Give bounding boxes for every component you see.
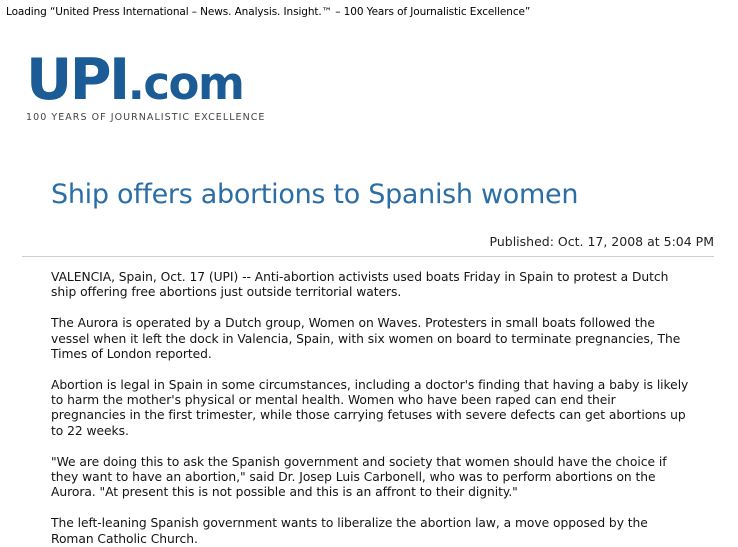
upi-logo[interactable]	[26, 47, 276, 123]
article-paragraph: The left-leaning Spanish government wants to liberalize the abortion law, a move opposed by the Roman Catholic Church.	[51, 516, 648, 546]
article-paragraph: VALENCIA, Spain, Oct. 17 (UPI) -- Anti-abortion activists used boats Friday in Spain to protest a Dutch ship offering free abortions just outside territorial waters.	[51, 270, 669, 300]
logo-wordmark	[26, 47, 276, 113]
logo-tagline: 100 YEARS OF JOURNALISTIC EXCELLENCE	[26, 112, 266, 123]
article-published-date: Published: Oct. 17, 2008 at 5:04 PM	[22, 234, 714, 257]
logo-brand-text: UPI	[26, 47, 128, 113]
article-body	[51, 270, 691, 547]
browser-status-bar: Loading “United Press International – News. Analysis. Insight.™ – 100 Years of Journalistic Excellence”	[6, 6, 531, 18]
article-headline: Ship offers abortions to Spanish women	[51, 179, 579, 210]
article-paragraph: Abortion is legal in Spain in some circumstances, including a doctor's finding that having a baby is likely to harm the mother's physical or mental health. Women who have been raped can end their pregnancies in the first trimester, while those carrying fetuses with severe defects can get abortions up to 22 weeks.	[51, 378, 689, 438]
article-paragraph: The Aurora is operated by a Dutch group, Women on Waves. Protesters in small boats followed the vessel when it left the dock in Valencia, Spain, with six women on board to terminate pregnancies, The Times of London reported.	[51, 316, 681, 361]
logo-domain-text: .com	[127, 57, 244, 110]
page-content	[0, 47, 738, 547]
article-paragraph: "We are doing this to ask the Spanish government and society that women should have the choice if they want to have an abortion," said Dr. Josep Luis Carbonell, who was to perform abortions on the Aurora. "At present this is not possible and this is an affront to their dignity."	[51, 454, 667, 500]
